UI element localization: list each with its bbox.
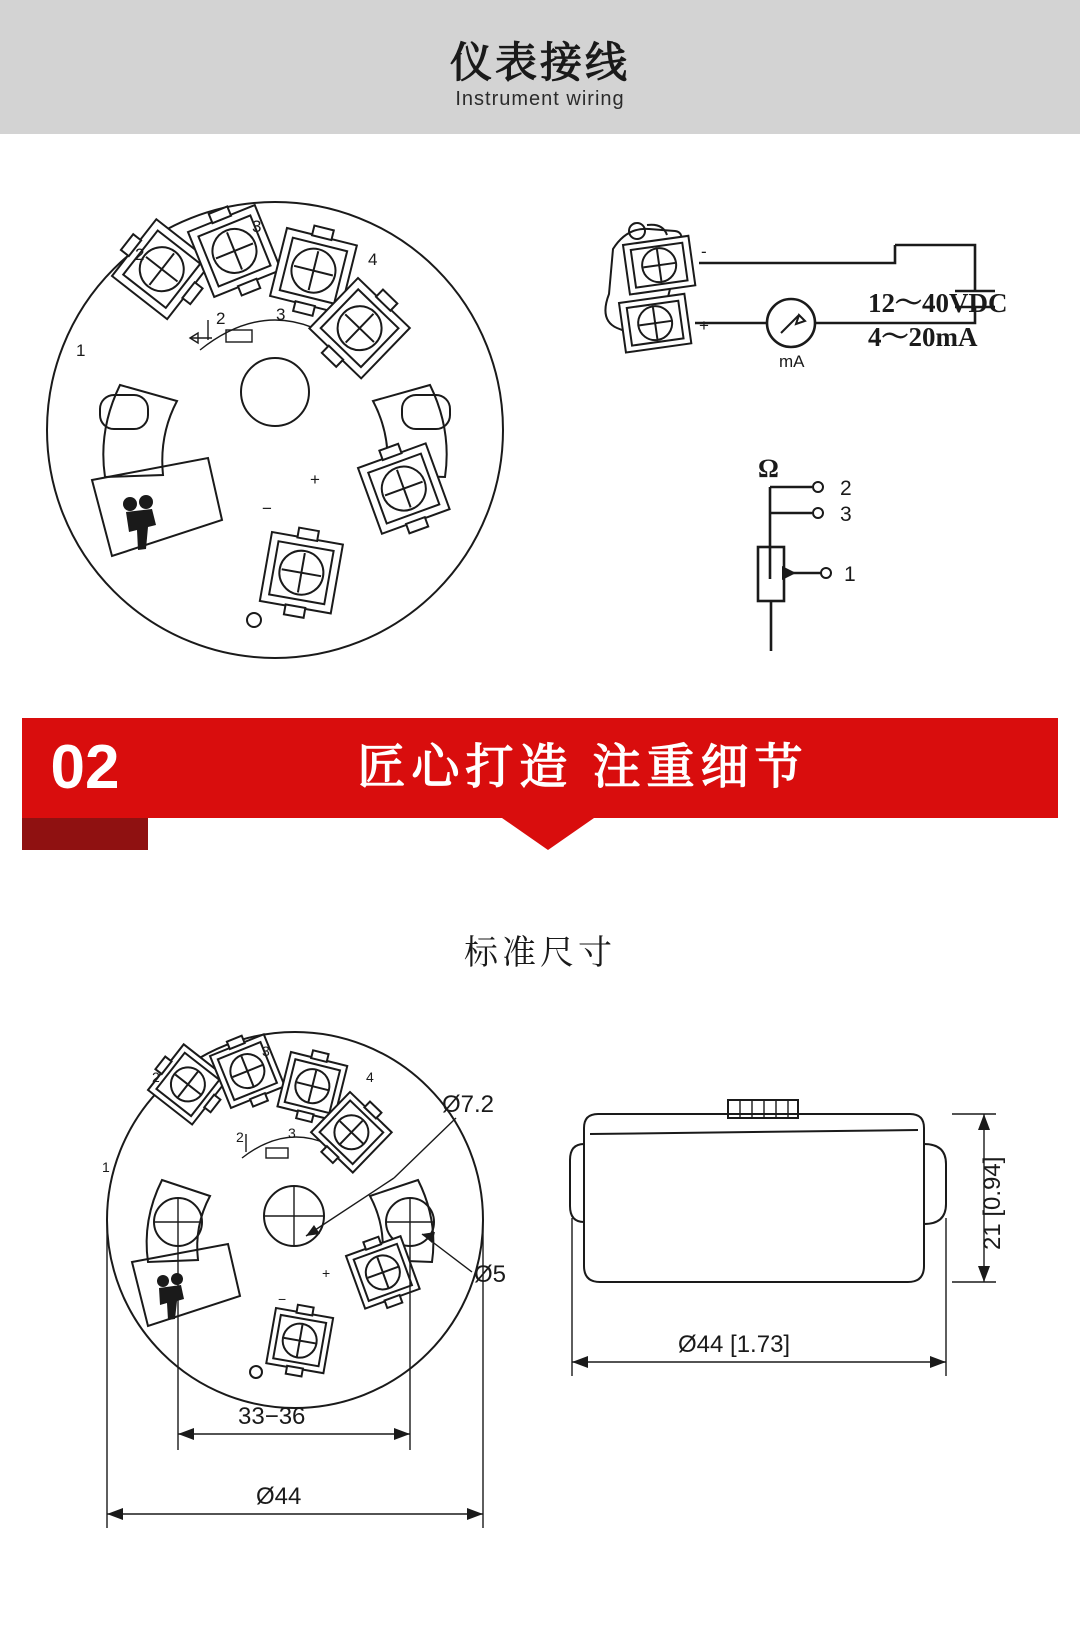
rtd-pin-3: 3 (840, 503, 852, 526)
dim-polarity-plus: + (322, 1265, 331, 1281)
standard-size-title: 标准尺寸 (464, 934, 616, 972)
ohm-symbol: Ω (758, 454, 779, 483)
section-number: 02 (22, 718, 148, 818)
dim-polarity-minus: − (278, 1291, 287, 1307)
outer-diameter-label: Ø44 (256, 1483, 302, 1510)
loop-voltage-label (868, 286, 1008, 354)
dim-terminal-label-3: 3 (262, 1043, 270, 1059)
voltage-text: 12～40VDC (868, 288, 1008, 318)
polarity-plus: + (310, 470, 320, 489)
mount-span-label: 33−36 (238, 1403, 306, 1430)
inner-label-2: 2 (216, 309, 226, 328)
terminal-label-4: 4 (368, 250, 378, 269)
terminal-label-3: 3 (252, 217, 262, 236)
wiring-module-diagram (40, 180, 510, 680)
rtd-sensor-diagram (740, 455, 920, 665)
loop-plus: + (699, 316, 709, 335)
dim-terminal-label-2: 2 (152, 1069, 160, 1085)
terminal-label-1: 1 (76, 341, 86, 360)
loop-minus: - (701, 242, 707, 261)
rtd-pin-1: 1 (844, 563, 856, 586)
banner-notch (502, 818, 594, 850)
hole-small-label: Ø5 (474, 1261, 507, 1288)
inner-label-3: 3 (276, 305, 286, 324)
dim-inner-label-2: 2 (236, 1129, 244, 1145)
dim-terminal-label-4: 4 (366, 1069, 374, 1085)
current-text: 4～20mA (868, 322, 978, 352)
side-width-label: Ø44 [1.73] (678, 1331, 791, 1358)
terminal-label-2: 2 (135, 245, 145, 264)
rtd-pin-2: 2 (840, 477, 852, 500)
section-title: 匠心打造 注重细节 (357, 741, 809, 794)
section-banner (22, 718, 1058, 850)
dim-terminal-label-1: 1 (102, 1159, 110, 1175)
page-title: 仪表接线 (449, 39, 630, 86)
dimension-side-view (560, 1090, 1030, 1410)
side-height-label: 21 [0.94] (979, 1156, 1006, 1250)
dim-inner-label-3: 3 (288, 1125, 296, 1141)
meter-label: mA (779, 352, 805, 371)
polarity-minus: − (262, 499, 272, 518)
hole-large-label: Ø7.2 (442, 1091, 495, 1118)
page-subtitle: Instrument wiring (455, 88, 625, 110)
dimension-top-view (70, 1020, 550, 1580)
